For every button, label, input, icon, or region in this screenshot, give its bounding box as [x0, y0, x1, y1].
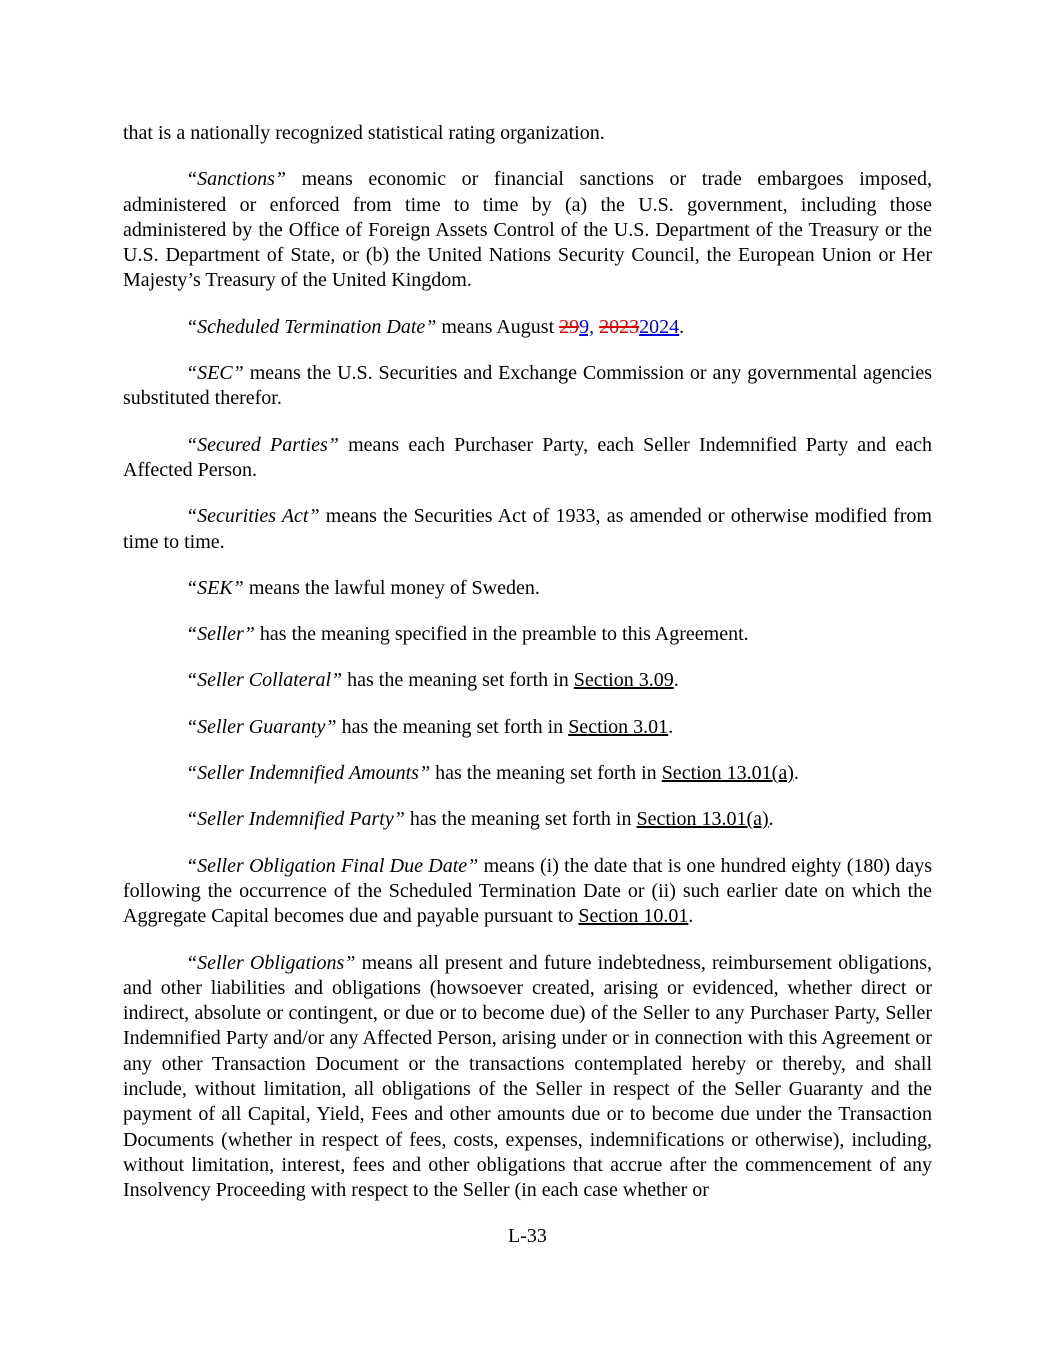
defined-term: “SEC” — [186, 362, 244, 385]
text-run: means each Purchaser Party, each Seller Indemnified Party and each Affected Person. — [123, 433, 933, 481]
definition-sek — [123, 576, 932, 601]
definition-seller-indemnified-amounts — [123, 761, 932, 786]
defined-term: “Seller Guaranty” — [186, 715, 337, 738]
text-run: has the meaning specified in the preamble to this Agreement. — [254, 623, 749, 646]
text-run: means (i) the date that is one hundred eighty (180) days following the occurrence of the Scheduled Termination Date or (ii) such earlier date on which the Aggregate Capital becomes due and payable pursuant to — [123, 854, 933, 928]
defined-term: “Secured Parties” — [186, 433, 339, 456]
cross-reference: Section 10.01 — [578, 905, 689, 928]
defined-term: “Seller” — [186, 623, 255, 646]
page-number: L-33 — [508, 1225, 547, 1247]
document-body — [123, 121, 932, 1225]
definition-seller-obligation-final-due-date — [123, 854, 932, 930]
text-run: has the meaning set forth in — [342, 669, 574, 692]
text-run: means the Securities Act of 1933, as amended or otherwise modified from time to time. — [123, 505, 932, 553]
text-run: that is a nationally recognized statistical rating organization. — [123, 122, 605, 144]
cross-reference: Section 13.01(a) — [661, 762, 794, 785]
definition-sanctions — [123, 167, 932, 293]
definition-seller-indemnified-party — [123, 807, 932, 832]
cross-reference: Section 3.09 — [573, 669, 674, 692]
defined-term: “Sanctions” — [186, 168, 287, 191]
text-run: means economic or financial sanctions or trade embargoes imposed, administered or enforced from time to time by (a) the U.S. government, including those administered by the Office of Foreign Assets Control of the U.S. Department of the Treasury or the U.S. Department of State, or (b) the United Nations Security Council, the European Union or Her Majesty’s Treasury of the United Kingdom. — [123, 168, 932, 292]
deleted-text: 2023 — [599, 315, 640, 338]
text-run: means the lawful money of Sweden. — [243, 576, 540, 599]
inserted-text: 2024 — [639, 315, 680, 338]
definition-seller-collateral — [123, 668, 932, 693]
text-run: has the meaning set forth in — [430, 762, 662, 785]
text-run: has the meaning set forth in — [404, 808, 637, 831]
definition-scheduled-termination-date — [123, 315, 932, 340]
text-run: . — [673, 669, 679, 692]
definition-sec — [123, 361, 932, 412]
text-run: . — [688, 905, 694, 928]
text-run: . — [668, 715, 674, 738]
defined-term: “Scheduled Termination Date” — [186, 315, 437, 338]
cross-reference: Section 13.01(a) — [636, 808, 769, 831]
text-run: . — [793, 762, 799, 785]
defined-term: “Seller Obligations” — [186, 951, 356, 974]
definition-seller-guaranty — [123, 715, 932, 740]
text-run: means all present and future indebtedness, reimbursement obligations, and other liabilities and obligations (howsoever created, arising or evidenced, whether direct or indirect, absolute or contingent, or due or to become due) of the Seller to any Purchaser Party, Seller Indemnified Party and/or any Affected Person, arising under or in connection with this Agreement or any other Transaction Document or the transactions contemplated hereby or thereby, and shall include, without limitation, all obligations of the Seller in respect of the Seller Guaranty and the payment of all Capital, Yield, Fees and other amounts due or to become due under the Transaction Documents (whether in respect of fees, costs, expenses, indemnifications or otherwise), including, without limitation, interest, fees and other obligations that accrue after the commencement of any Insolvency Proceeding with respect to the Seller (in each case whether or — [123, 951, 932, 1202]
inserted-text: 9, — [579, 315, 595, 338]
defined-term: “Seller Indemnified Party” — [186, 808, 405, 831]
defined-term: “Seller Obligation Final Due Date” — [186, 854, 479, 877]
defined-term: “Securities Act” — [186, 505, 320, 528]
definition-secured-parties — [123, 433, 932, 484]
definition-securities-act — [123, 504, 932, 555]
paragraph-continuation — [123, 121, 932, 146]
deleted-text: 29 — [559, 315, 580, 338]
defined-term: “Seller Collateral” — [186, 669, 343, 692]
text-run: means August — [436, 315, 560, 338]
defined-term: “Seller Indemnified Amounts” — [186, 762, 431, 785]
definition-seller-obligations — [123, 951, 932, 1204]
text-run: . — [679, 315, 685, 338]
cross-reference: Section 3.01 — [568, 715, 669, 738]
text-run: has the meaning set forth in — [336, 715, 569, 738]
text-run: means the U.S. Securities and Exchange Commission or any governmental agencies substituted therefor. — [123, 362, 932, 410]
text-run: . — [768, 808, 774, 831]
definition-seller — [123, 622, 932, 647]
defined-term: “SEK” — [186, 576, 244, 599]
